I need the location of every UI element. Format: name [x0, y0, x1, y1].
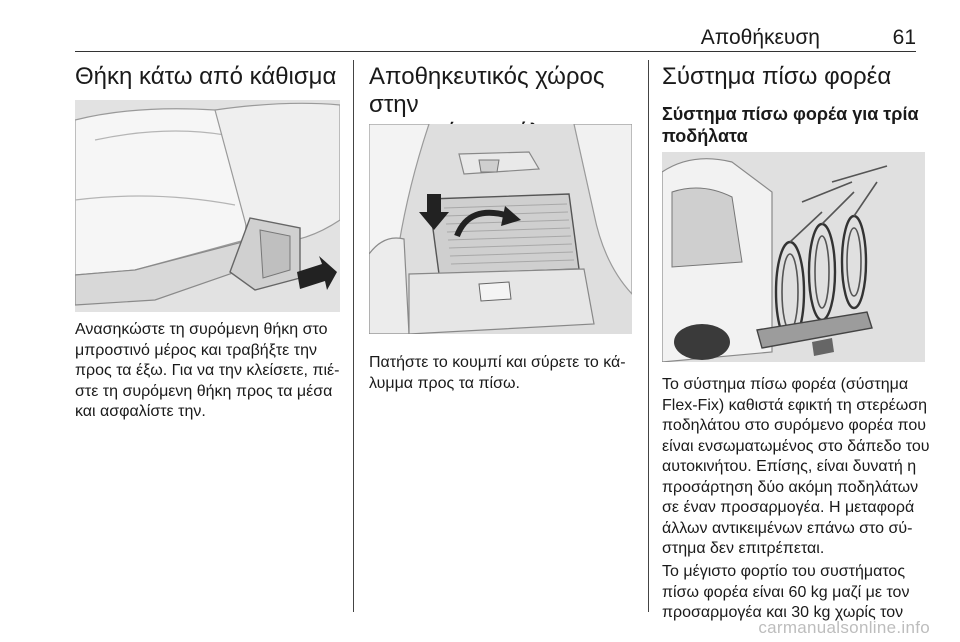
figure-bike-carrier — [662, 152, 925, 362]
paragraph-bike-carrier-2 — [662, 562, 937, 624]
underseat-drawer-icon — [75, 100, 340, 312]
paragraph-bike-carrier-1 — [662, 375, 937, 560]
text-line: πίσω φορέα είναι 60 kg μαζί με τον — [662, 583, 910, 601]
paragraph-console — [369, 353, 641, 394]
section-heading-bike-carrier: Σύστημα πίσω φορέα — [662, 63, 892, 90]
text-line: Flex-Fix) καθιστά εφικτή τη στερέωση — [662, 396, 928, 414]
figure-underseat-drawer — [75, 100, 340, 312]
page-header — [75, 20, 916, 52]
text-line: στε τη συρόμενη θήκη προς τα μέσα — [75, 382, 333, 400]
text-line: ποδηλάτου στο συρόμενο φορέα που — [662, 417, 927, 434]
text-line: προς τα έξω. Για να την κλείσετε, πιέ- — [75, 362, 340, 379]
text-line: σε έναν προσαρμογέα. Η μεταφορά — [662, 499, 915, 516]
header-title: Αποθήκευση — [700, 26, 820, 49]
subheading-three-bikes — [662, 103, 922, 147]
figure-center-console — [369, 124, 632, 334]
text-line: στημα δεν επιτρέπεται. — [662, 540, 825, 557]
text-line: προσαρμογέα και 30 kg χωρίς τον — [662, 604, 904, 621]
text-line: Ανασηκώστε τη συρόμενη θήκη στο — [75, 321, 328, 338]
text-line: άλλων αντικειμένων επάνω στο σύ- — [662, 519, 913, 537]
column-divider-1 — [353, 60, 354, 612]
text-line: είναι ενσωματωμένος στο δάπεδο του — [662, 437, 930, 455]
watermark: carmanualsonline.info — [758, 618, 930, 637]
header-rule — [75, 51, 916, 52]
center-console-storage-icon — [369, 124, 632, 334]
text-line: αυτοκινήτου. Επίσης, είναι δυνατή η — [662, 458, 917, 475]
text-line: και ασφαλίστε την. — [75, 403, 206, 420]
text-line: μπροστινό μέρος και τραβήξτε την — [75, 341, 317, 359]
page-number: 61 — [892, 26, 916, 49]
text-line: Το μέγιστο φορτίο του συστήματος — [662, 563, 906, 580]
section-heading-underseat: Θήκη κάτω από κάθισμα — [75, 63, 337, 90]
subheading-line: Σύστημα πίσω φορέα για τρία — [662, 104, 919, 124]
rear-bike-carrier-icon — [662, 152, 925, 362]
column-divider-2 — [648, 60, 649, 612]
heading-line: Αποθηκευτικός χώρος στην — [369, 63, 605, 118]
subheading-line: ποδήλατα — [662, 126, 748, 146]
paragraph-underseat — [75, 320, 345, 423]
text-line: λυμμα προς τα πίσω. — [369, 374, 520, 392]
text-line: Πατήστε το κουμπί και σύρετε το κά- — [369, 354, 626, 371]
text-line: προσάρτηση δύο ακόμη ποδηλάτων — [662, 478, 919, 496]
text-line: Το σύστημα πίσω φορέα (σύστημα — [662, 376, 909, 393]
